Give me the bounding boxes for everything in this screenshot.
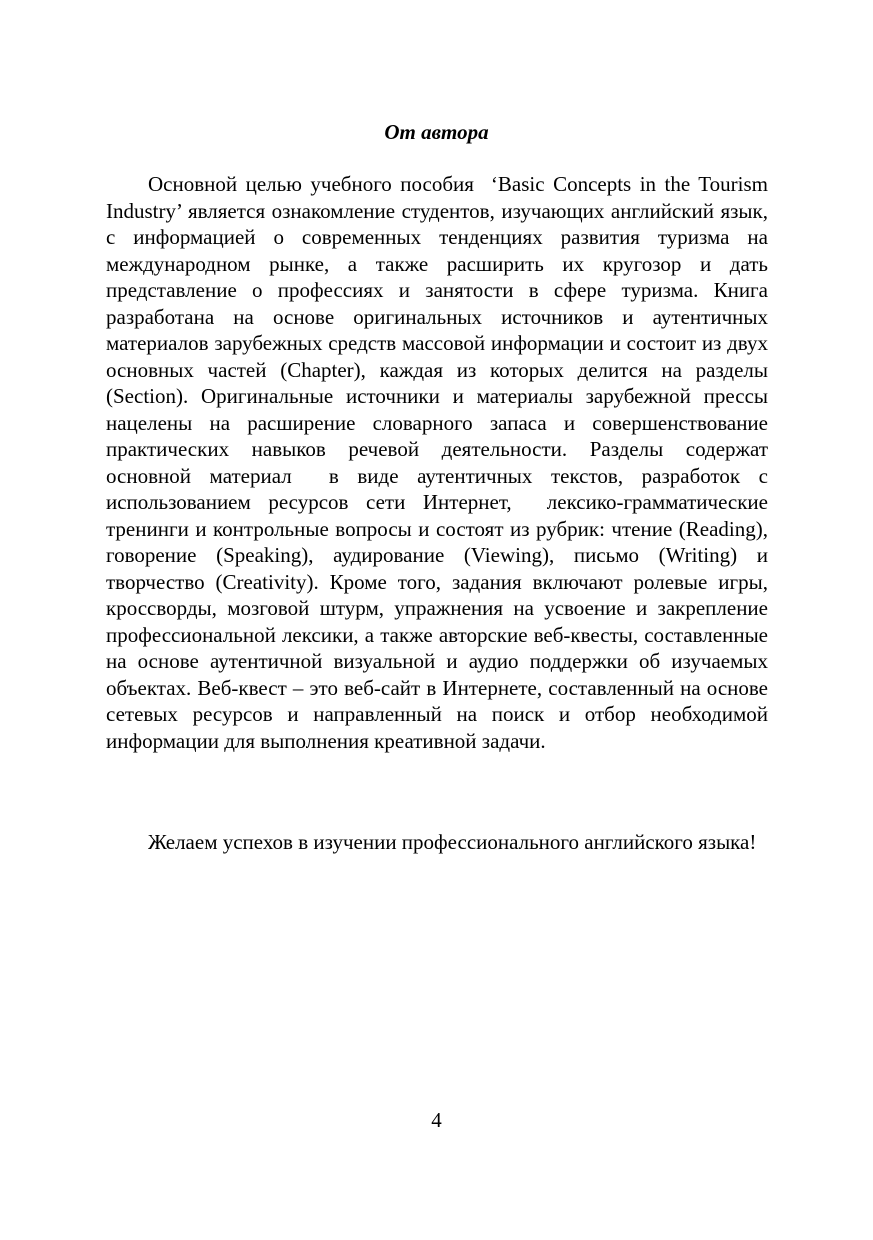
body-paragraph-intro: Основной целью учебного пособия ‘Basic Concepts in the Tourism Industry’ является ознакомление студентов, изучающих английский язык, с информацией о современных тенденциях развития туризма на международном рынке, а также расширить их кругозор и дать представление о профессиях и занятости в сфере туризма. Книга разработана на основе оригинальных источников и аутентичных материалов зарубежных средств массовой информации и состоит из двух основных частей (Chapter), каждая из которых делится на разделы (Section). Оригинальные источники и материалы зарубежной прессы нацелены на расширение словарного запаса и совершенствование практических навыков речевой деятельности. Разделы содержат основной материал в виде аутентичных текстов, разработок с использованием ресурсов сети Интернет, лексико-грамматические тренинги и контрольные вопросы и состоят из рубрик: чтение (Reading), говорение (Speaking), аудирование (Viewing), письмо (Writing) и творчество (Creativity). Кроме того, задания включают ролевые игры, кроссворды, мозговой штурм, упражнения на усвоение и закрепление профессиональной лексики, а также авторские веб-квесты, составленные на основе аутентичной визуальной и аудио поддержки об изучаемых объектах. Веб-квест – это веб-сайт в Интернете, составленный на основе сетевых ресурсов и направленный на поиск и отбор необходимой информации для выполнения креативной задачи. xyxy=(106,172,768,753)
body-paragraph-closing: Желаем успехов в изучении профессионального английского языка! xyxy=(148,830,757,854)
page-number: 4 xyxy=(431,1108,442,1132)
page-heading: От автора xyxy=(384,120,489,144)
